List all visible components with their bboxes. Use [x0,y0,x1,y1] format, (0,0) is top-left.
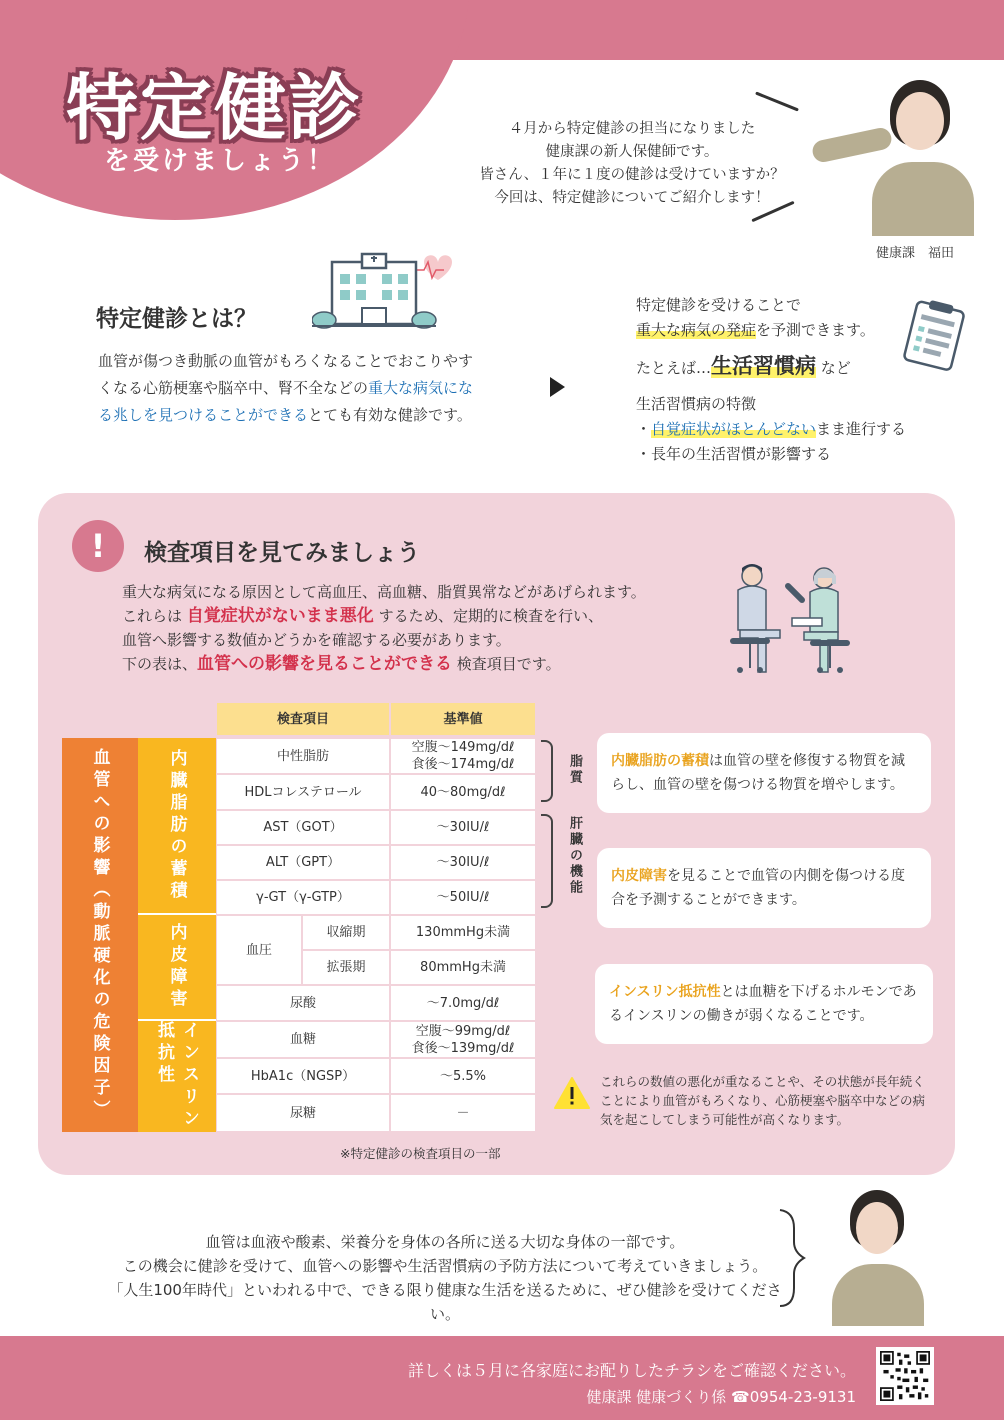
bracket-liver [541,814,553,908]
bracket-label-liver: 肝臓の機能 [567,816,582,896]
explain-text: を見ることで血管の内側を傷つける度合を予測することができます。 [611,868,905,908]
page-title: 特定健診 [66,66,363,150]
check-line [122,652,646,676]
closing-line: この機会に健診を受けて、血管への影響や生活習慣病の予防方法について考えていきましょう。 [122,1257,768,1275]
table-row-value: 80mmHg未満 [390,950,536,985]
closing-line: 「人生100年時代」といわれる中で、できる限り健康な生活を送るために、ぜひ健診を受けてください。 [108,1281,782,1323]
table-row: ALT（GPT） [216,845,390,880]
exclamation-icon: ! [72,520,124,572]
warning-icon [553,1076,591,1110]
table-row: HbA1c（NGSP） [216,1058,390,1094]
explain-text: は血管の壁を修復する物質を減らし、血管の壁を傷つける物質を増やします。 [611,753,905,793]
table-row-value: 130mmHg未満 [390,915,536,950]
closing-message [100,1230,790,1326]
test-table [62,702,536,1132]
table-row: 拡張期 [302,950,390,985]
check-body [122,580,646,676]
explain-endothelial [597,848,931,928]
table-row-value: － [390,1094,536,1132]
emphasis-line-icon [755,91,799,111]
check-text: 検査項目です。 [456,655,561,673]
trait-bullet: ・ [636,420,652,438]
check-text: するため、定期的に検査を行い、 [378,607,603,625]
group-insulin-resistance: インスリン抵抗性 [138,1021,216,1132]
about-highlight: 重大な病気になる兆しを見つけることができる [98,379,474,424]
brace-icon [776,1208,806,1308]
table-row: 尿酸 [216,985,390,1021]
arrow-right-icon [550,377,565,397]
footer-contact[interactable]: 健康課 健康づくり係 ☎0954-23-9131 [586,1388,856,1406]
example-line [636,350,851,380]
bracket-lipids [541,740,553,802]
explain-highlight: 内皮障害 [611,868,667,884]
staff-photo-bottom [818,1186,934,1326]
predict-highlight: 重大な病気の発症 [636,321,757,339]
table-row: 収縮期 [302,915,390,950]
predict-rest: を予測できます。 [756,321,875,339]
table-note: ※特定健診の検査項目の一部 [340,1146,501,1161]
traits-list [636,392,906,467]
trait-highlight: 自覚症状がほとんどない [651,420,817,438]
about-body [98,348,476,429]
table-row-value: ～30IU/ℓ [390,845,536,880]
group-endothelial: 内皮障害 [138,915,216,1021]
check-line: 重大な病気になる原因として高血圧、高血糖、脂質異常などがあげられます。 [122,583,646,601]
check-red-highlight: 自覚症状がないまま悪化 [186,606,374,626]
page-subtitle: を受けましょう！ [104,146,337,176]
warning-text: これらの数値の悪化が重なることや、その状態が長年続くことにより血管がもろくなり、心筋梗塞や脳卒中などの病気を起こしてしまう可能性が高くなります。 [600,1074,926,1127]
group-visceral-fat: 内臓脂肪の蓄積 [138,738,216,915]
table-row: 血糖 [216,1021,390,1058]
intro-line: 今回は、特定健診についてご紹介します！ [494,190,770,206]
explain-highlight: 内臓脂肪の蓄積 [611,753,709,769]
table-row-value: ～5.5% [390,1058,536,1094]
table-header-standard: 基準値 [390,702,536,736]
table-row-value: 空腹～149mg/dℓ 食後～174mg/dℓ [390,738,536,774]
explain-highlight: インスリン抵抗性 [609,984,721,1000]
explain-text: とは血糖を下げるホルモンであるインスリンの働きが弱くなることです。 [609,984,917,1024]
check-text: 下の表は、 [122,655,198,673]
table-row: 尿糖 [216,1094,390,1132]
about-text: とても有効な健診です。 [308,406,472,424]
explain-insulin [595,964,933,1044]
bracket-label-lipids: 脂質 [567,754,582,786]
trait-rest: まま進行する [816,420,907,438]
consultation-illustration [722,560,858,680]
traits-title: 生活習慣病の特徴 [636,395,757,413]
intro-line: 皆さん、１年に１度の健診は受けていますか？ [479,167,785,183]
about-text: 血管が傷つき動脈の血管がもろくなることでおこりやすくなる心筋梗塞や脳卒中、腎不全などの [98,352,474,397]
table-row: AST（GOT） [216,810,390,845]
trait-item: ・長年の生活習慣が影響する [636,445,832,463]
predict-line: 特定健診を受けることで [636,296,802,314]
table-row-value: ～50IU/ℓ [390,880,536,915]
example-suffix: など [820,359,851,377]
explain-visceral-fat [597,733,931,813]
clipboard-icon [902,300,968,372]
qr-code-icon[interactable] [876,1347,934,1405]
table-row-value: ～7.0mg/dℓ [390,985,536,1021]
check-text: これらは [122,607,183,625]
hospital-icon [312,246,462,332]
check-line [122,604,646,628]
staff-caption: 健康課 福田 [876,246,955,261]
table-row: γ-GT（γ-GTP） [216,880,390,915]
staff-photo [808,62,974,236]
example-prefix: たとえば… [636,359,712,377]
about-title: 特定健診とは？ [96,306,257,332]
trait-item [636,417,906,442]
check-red-highlight: 血管への影響を見ることができる [197,654,453,674]
predict-line [636,318,875,343]
example-word: 生活習慣病 [711,354,817,378]
check-line: 血管へ影響する数値かどうかを確認する必要があります。 [122,631,511,649]
closing-line: 血管は血液や酸素、栄養分を身体の各所に送る大切な身体の一部です。 [205,1233,685,1251]
table-header-item: 検査項目 [216,702,390,736]
predict-text [636,293,875,343]
intro-line: ４月から特定健診の担当になりました [508,121,756,137]
table-row-blood-pressure: 血圧 [216,915,302,985]
intro-message [420,118,844,210]
footer-info: 詳しくは５月に各家庭にお配りしたチラシをご確認ください。 [407,1361,856,1380]
intro-line: 健康課の新人保健師です。 [545,144,719,160]
table-row: 中性脂肪 [216,738,390,774]
table-row-value: 40～80mg/dℓ [390,774,536,810]
table-row-value: ～30IU/ℓ [390,810,536,845]
category-vascular-impact: 血管への影響（動脈硬化の危険因子） [62,738,138,1132]
table-row-value: 空腹～99mg/dℓ 食後～139mg/dℓ [390,1021,536,1058]
check-title: 検査項目を見てみましょう [144,540,420,566]
table-row: HDLコレステロール [216,774,390,810]
